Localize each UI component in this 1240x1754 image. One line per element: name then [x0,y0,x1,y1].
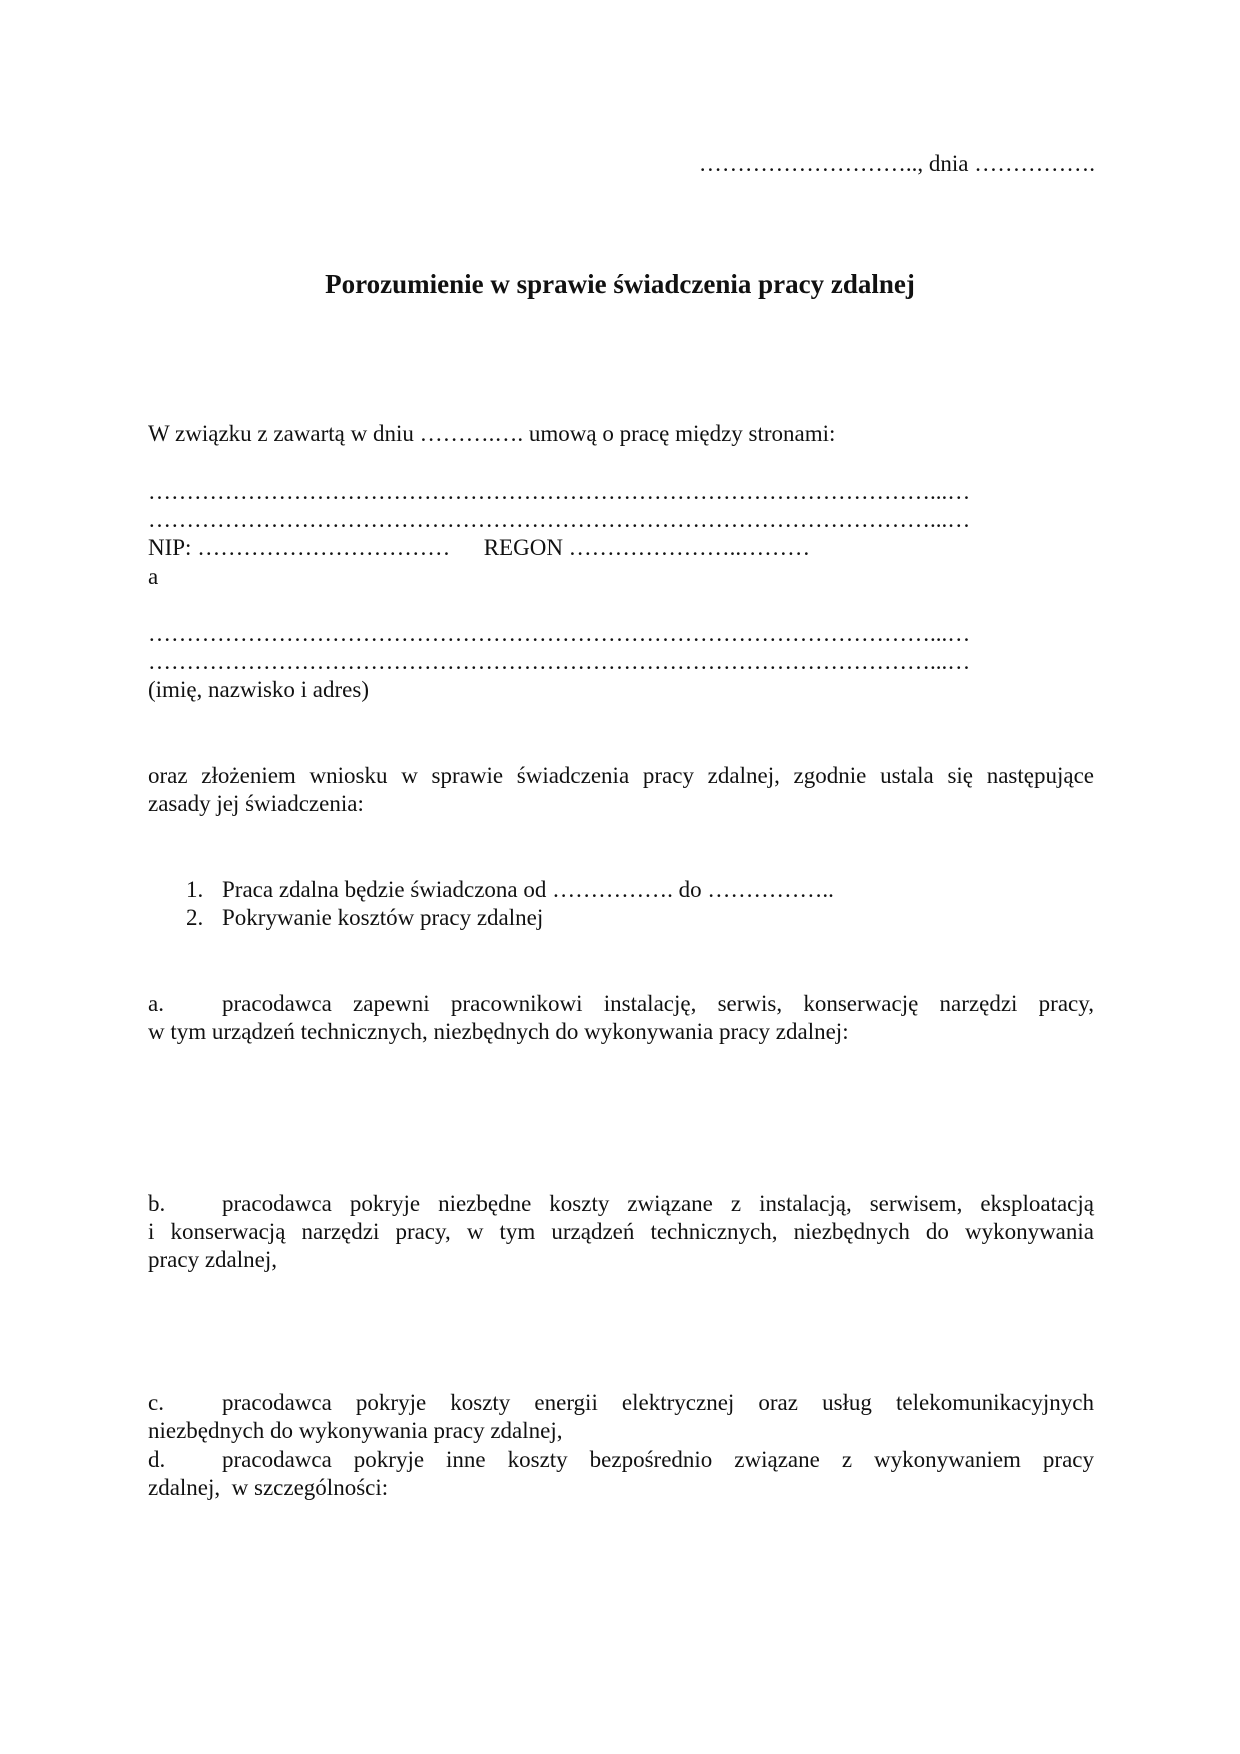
employee-address-line: …………………………………………………………………………………………...… [148,649,971,674]
lettered-item-line: pracodawca zapewni pracownikowi instalację, serwis, konserwację narzędzi pracy, [222,991,1094,1016]
lettered-item-line: pracy zdalnej, [148,1247,277,1272]
lettered-item-letter: a. [148,991,164,1016]
lettered-item-letter: c. [148,1390,164,1415]
agreement-intro-line2: zasady jej świadczenia: [148,791,364,816]
lettered-item-line: pracodawca pokryje inne koszty bezpośrednio związane z wykonywaniem pracy [222,1447,1094,1472]
employee-caption: (imię, nazwisko i adres) [148,677,369,702]
lettered-item-d [148,1446,1094,1502]
numbered-item-1 [186,876,834,904]
numbered-item-2 [186,904,543,932]
numbered-item-number: 2. [186,905,204,930]
employer-ids-line [148,534,810,562]
place-date-line: ……………………….., dnia ……………. [698,151,1095,176]
numbered-item-number: 1. [186,877,204,902]
lettered-item-letter: b. [148,1191,166,1216]
agreement-intro-line1: oraz złożeniem wniosku w sprawie świadczenia pracy zdalnej, zgodnie ustala się następujące [148,763,1094,788]
employer-address-line: …………………………………………………………………………………………...… [148,507,971,532]
nip-field: NIP: …………………………… [148,535,451,560]
lettered-item-line: zdalnej, w szczególności: [148,1475,389,1500]
lettered-item-line: w tym urządzeń technicznych, niezbędnych do wykonywania pracy zdalnej: [148,1019,849,1044]
employer-name-line: …………………………………………………………………………………………...… [148,479,971,504]
connector-a: a [148,564,159,589]
lettered-item-line: pracodawca pokryje koszty energii elektrycznej oraz usług telekomunikacyjnych [222,1390,1094,1415]
intro-sentence: W związku z zawartą w dniu ……….…. umową o pracę między stronami: [148,421,836,446]
lettered-item-letter: d. [148,1447,166,1472]
lettered-item-line: niezbędnych do wykonywania pracy zdalnej, [148,1418,563,1443]
lettered-item-line: i konserwacją narzędzi pracy, w tym urządzeń technicznych, niezbędnych do wykonywania [148,1219,1094,1244]
regon-field: REGON …………………..……… [483,535,811,560]
lettered-item-line: pracodawca pokryje niezbędne koszty związane z instalacją, serwisem, eksploatacją [222,1191,1094,1216]
document-title: Porozumienie w sprawie świadczenia pracy zdalnej [325,269,915,299]
employee-name-line: …………………………………………………………………………………………...… [148,621,971,646]
lettered-item-a [148,990,1094,1046]
lettered-item-b [148,1190,1094,1274]
lettered-item-c [148,1389,1094,1445]
numbered-item-text: Pokrywanie kosztów pracy zdalnej [222,905,544,930]
numbered-item-text: Praca zdalna będzie świadczona od ……………. do …………….. [222,877,834,902]
